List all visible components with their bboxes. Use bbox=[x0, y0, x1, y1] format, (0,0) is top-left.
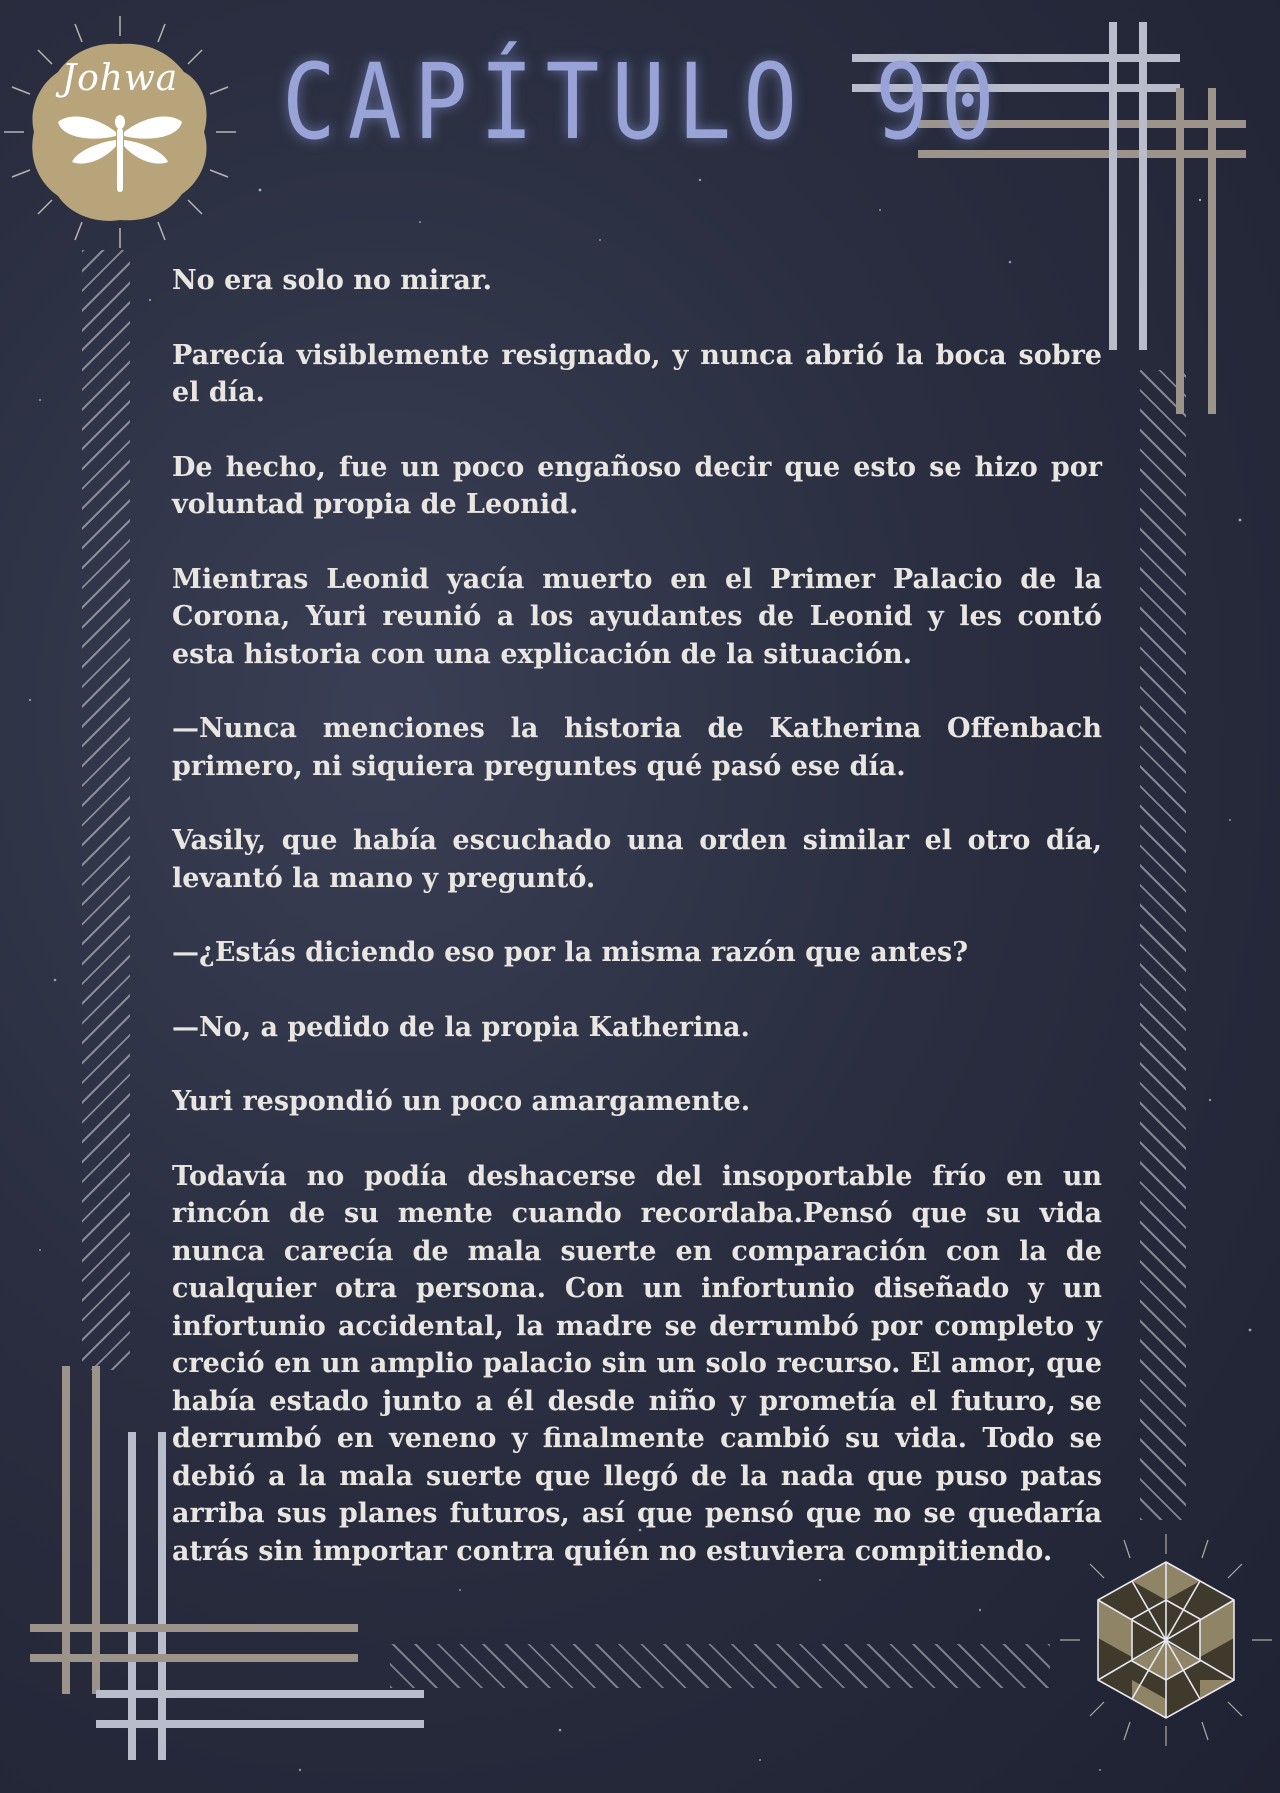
paragraph: —No, a pedido de la propia Katherina. bbox=[172, 1011, 750, 1043]
chapter-title: CAPÍTULO 90 bbox=[282, 41, 1007, 163]
paragraph: Vasily, que había escuchado una orden similar el otro día, levantó la mano y preguntó. bbox=[172, 825, 1102, 894]
chapter-body bbox=[172, 262, 1102, 1607]
paragraph: Todavía no podía deshacerse del insoportable frío en un rincón de su mente cuando recordaba.Pensó que su vida nunca carecía de mala suerte en comparación con la de cualquier otra persona. Con un infortunio diseñado y un infortunio accidental, la madre se derrumbó por completo y creció en un amplio palacio sin un solo recurso. El amor, que había estado junto a él desde niño y prometía el futuro, se derrumbó en veneno y finalmente cambió su vida. Todo se debió a la mala suerte que llegó de la nada que puso patas arriba sus planes futuros, así que pensó que no se quedaría atrás sin importar contra quién no estuviera compitiendo. bbox=[172, 1160, 1102, 1567]
paragraph: Mientras Leonid yacía muerto en el Primer Palacio de la Corona, Yuri reunió a los ayudantes de Leonid y les contó esta historia con una explicación de la situación. bbox=[172, 563, 1102, 670]
paragraph: Parecía visiblemente resignado, y nunca abrió la boca sobre el día. bbox=[172, 339, 1102, 408]
paragraph: —Nunca menciones la historia de Katherina Offenbach primero, ni siquiera preguntes qué pasó ese día. bbox=[172, 713, 1102, 782]
paragraph: Yuri respondió un poco amargamente. bbox=[172, 1086, 751, 1117]
dragonfly-icon bbox=[0, 12, 240, 252]
paragraph: De hecho, fue un poco engañoso decir que esto se hizo por voluntad propia de Leonid. bbox=[172, 451, 1102, 520]
paragraph: —¿Estás diciendo eso por la misma razón que antes? bbox=[172, 937, 969, 968]
paragraph: No era solo no mirar. bbox=[172, 265, 492, 296]
geometric-cube-icon bbox=[1058, 1532, 1274, 1748]
logo-text: Johwa bbox=[61, 58, 179, 99]
